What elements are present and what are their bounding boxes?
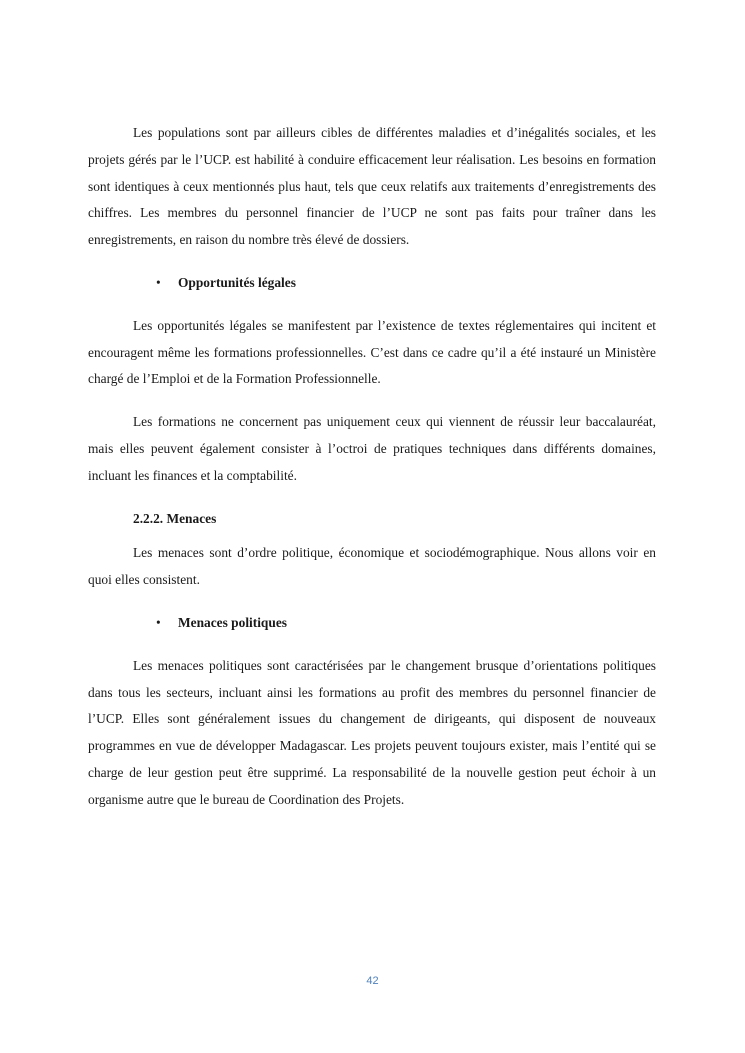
- section-heading-menaces: 2.2.2. Menaces: [133, 510, 217, 526]
- bullet-icon: •: [156, 614, 161, 630]
- spacer: [88, 532, 656, 540]
- paragraph-menaces: Les menaces sont d’ordre politique, économique et sociodémographique. Nous allons voir en quoi elles consistent.: [88, 545, 656, 588]
- spacer: [88, 297, 656, 313]
- paragraph-formations: Les formations ne concernent pas uniquement ceux qui viennent de réussir leur baccalauréat, mais elles peuvent également consister à l’octroi de pratiques techniques dans différents domaines, incluant les finances et la comptabilité.: [88, 414, 656, 483]
- spacer: [88, 594, 656, 610]
- bullet-icon: •: [156, 274, 161, 290]
- paragraph-opportunites-legales: Les opportunités légales se manifestent par l’existence de textes réglementaires qui incitent et encouragent même les formations professionnelles. C’est dans ce cadre qu’il a été instauré un Ministère chargé de l’Emploi et de la Formation Professionnelle.: [88, 317, 656, 387]
- paragraph-menaces-politiques: Les menaces politiques sont caractérisées par le changement brusque d’orientations politiques dans tous les secteurs, incluant ainsi les formations au profit des membres du personnel financier de l’UCP. Elles sont généralement issues du changement de dirigeants, qui disposent de nouveaux programmes en vue de développer Madagascar. Les projets peuvent toujours exister, mais l’entité qui se charge de leur gestion peut être supprimé. La responsabilité de la nouvelle gestion peut échoir à un organisme autre que le bureau de Coordination des Projets.: [88, 657, 656, 807]
- bullet-heading-label: Menaces politiques: [178, 614, 287, 630]
- page-number: 42: [366, 975, 379, 987]
- spacer: [88, 393, 656, 409]
- bullet-heading-label: Opportunités légales: [178, 274, 296, 290]
- spacer: [88, 490, 656, 506]
- spacer: [88, 254, 656, 270]
- bullet-heading-menaces-politiques: [88, 610, 656, 637]
- document-page: [88, 120, 656, 814]
- bullet-heading-opportunites-legales: [88, 270, 656, 297]
- paragraph-populations: Les populations sont par ailleurs cibles de différentes maladies et d’inégalités sociales, et les projets gérés par le l’UCP. est habilité à conduire efficacement leur réalisation. Les besoins en formation sont identiques à ceux mentionnés plus haut, tels que ceux relatifs aux traitements d’enregistrements des chiffres. Les membres du personnel financier de l’UCP ne sont pas faits pour traîner dans les enregistrements, en raison du nombre très élevé de dossiers.: [88, 125, 656, 248]
- spacer: [88, 637, 656, 653]
